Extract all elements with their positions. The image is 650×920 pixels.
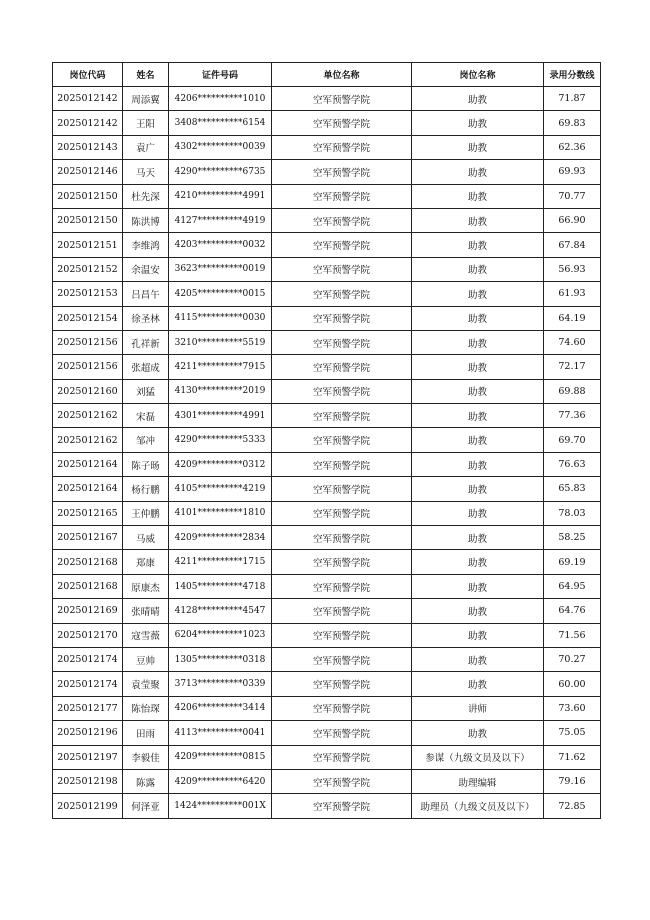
unit-name-cell: 空军预警学院 [272, 257, 412, 281]
unit-name-cell: 空军预警学院 [272, 379, 412, 403]
score-cell: 69.19 [544, 550, 601, 574]
name-cell: 刘猛 [123, 379, 169, 403]
name-cell: 周添翼 [123, 87, 169, 111]
id-number-cell: 4130**********2019 [169, 379, 272, 403]
post-name-cell: 助教 [412, 330, 544, 354]
header-name: 姓名 [123, 63, 169, 87]
table-row [53, 282, 601, 306]
unit-name-cell: 空军预警学院 [272, 404, 412, 428]
name-cell: 陈子旸 [123, 452, 169, 476]
score-cell: 72.17 [544, 355, 601, 379]
post-name-cell: 参谋（九级文员及以下） [412, 745, 544, 769]
post-code-cell: 2025012164 [53, 477, 123, 501]
id-number-cell: 4211**********7915 [169, 355, 272, 379]
unit-name-cell: 空军预警学院 [272, 745, 412, 769]
score-cell: 71.87 [544, 87, 601, 111]
id-number-cell: 4127**********4919 [169, 208, 272, 232]
name-cell: 孔祥新 [123, 330, 169, 354]
table-row [53, 599, 601, 623]
id-number-cell: 4301**********4991 [169, 404, 272, 428]
post-name-cell: 助教 [412, 623, 544, 647]
table-row [53, 623, 601, 647]
name-cell: 寇雪薇 [123, 623, 169, 647]
post-name-cell: 助教 [412, 306, 544, 330]
unit-name-cell: 空军预警学院 [272, 282, 412, 306]
header-unit-name: 单位名称 [272, 63, 412, 87]
post-name-cell: 助教 [412, 477, 544, 501]
score-cell: 69.93 [544, 160, 601, 184]
id-number-cell: 4113**********0041 [169, 721, 272, 745]
post-name-cell: 助教 [412, 550, 544, 574]
post-code-cell: 2025012162 [53, 404, 123, 428]
table-row [53, 160, 601, 184]
table-row [53, 550, 601, 574]
post-name-cell: 助教 [412, 574, 544, 598]
post-code-cell: 2025012154 [53, 306, 123, 330]
post-code-cell: 2025012165 [53, 501, 123, 525]
name-cell: 邹冲 [123, 428, 169, 452]
score-cell: 77.36 [544, 404, 601, 428]
header-id-number: 证件号码 [169, 63, 272, 87]
post-name-cell: 助教 [412, 721, 544, 745]
score-cell: 60.00 [544, 672, 601, 696]
id-number-cell: 4128**********4547 [169, 599, 272, 623]
unit-name-cell: 空军预警学院 [272, 672, 412, 696]
id-number-cell: 4205**********0015 [169, 282, 272, 306]
id-number-cell: 4209**********0312 [169, 452, 272, 476]
name-cell: 余温安 [123, 257, 169, 281]
unit-name-cell: 空军预警学院 [272, 184, 412, 208]
id-number-cell: 4209**********0815 [169, 745, 272, 769]
post-code-cell: 2025012168 [53, 550, 123, 574]
post-name-cell: 助教 [412, 160, 544, 184]
post-name-cell: 助教 [412, 111, 544, 135]
score-cell: 71.56 [544, 623, 601, 647]
unit-name-cell: 空军预警学院 [272, 306, 412, 330]
id-number-cell: 4290**********6735 [169, 160, 272, 184]
name-cell: 郑康 [123, 550, 169, 574]
id-number-cell: 3408**********6154 [169, 111, 272, 135]
score-cell: 64.19 [544, 306, 601, 330]
id-number-cell: 4211**********1715 [169, 550, 272, 574]
id-number-cell: 1424**********001X [169, 794, 272, 818]
table-row [53, 355, 601, 379]
name-cell: 陈洪博 [123, 208, 169, 232]
score-cell: 69.83 [544, 111, 601, 135]
id-number-cell: 6204**********1023 [169, 623, 272, 647]
id-number-cell: 4209**********2834 [169, 526, 272, 550]
score-cell: 70.27 [544, 647, 601, 671]
score-cell: 76.63 [544, 452, 601, 476]
score-cell: 61.93 [544, 282, 601, 306]
post-code-cell: 2025012170 [53, 623, 123, 647]
table-header-row [53, 63, 601, 87]
score-cell: 70.77 [544, 184, 601, 208]
score-cell: 75.05 [544, 721, 601, 745]
name-cell: 宋磊 [123, 404, 169, 428]
post-code-cell: 2025012156 [53, 330, 123, 354]
score-cell: 58.25 [544, 526, 601, 550]
id-number-cell: 1405**********4718 [169, 574, 272, 598]
name-cell: 马天 [123, 160, 169, 184]
post-code-cell: 2025012197 [53, 745, 123, 769]
post-code-cell: 2025012150 [53, 208, 123, 232]
unit-name-cell: 空军预警学院 [272, 208, 412, 232]
post-name-cell: 助教 [412, 647, 544, 671]
id-number-cell: 4105**********4219 [169, 477, 272, 501]
post-code-cell: 2025012168 [53, 574, 123, 598]
name-cell: 王仲鹏 [123, 501, 169, 525]
score-cell: 62.36 [544, 135, 601, 159]
post-name-cell: 助教 [412, 672, 544, 696]
unit-name-cell: 空军预警学院 [272, 87, 412, 111]
id-number-cell: 3210**********5519 [169, 330, 272, 354]
post-name-cell: 助教 [412, 404, 544, 428]
id-number-cell: 3713**********0339 [169, 672, 272, 696]
id-number-cell: 4115**********0030 [169, 306, 272, 330]
header-post-name: 岗位名称 [412, 63, 544, 87]
post-code-cell: 2025012167 [53, 526, 123, 550]
post-code-cell: 2025012142 [53, 111, 123, 135]
score-cell: 71.62 [544, 745, 601, 769]
post-code-cell: 2025012196 [53, 721, 123, 745]
name-cell: 袁莹聚 [123, 672, 169, 696]
header-score-line: 录用分数线 [544, 63, 601, 87]
unit-name-cell: 空军预警学院 [272, 647, 412, 671]
unit-name-cell: 空军预警学院 [272, 330, 412, 354]
id-number-cell: 4290**********5333 [169, 428, 272, 452]
name-cell: 王阳 [123, 111, 169, 135]
id-number-cell: 4203**********0032 [169, 233, 272, 257]
unit-name-cell: 空军预警学院 [272, 696, 412, 720]
id-number-cell: 1305**********0318 [169, 647, 272, 671]
post-name-cell: 助教 [412, 428, 544, 452]
id-number-cell: 4209**********6420 [169, 769, 272, 793]
post-code-cell: 2025012156 [53, 355, 123, 379]
name-cell: 杜先深 [123, 184, 169, 208]
score-cell: 67.84 [544, 233, 601, 257]
name-cell: 吕昌午 [123, 282, 169, 306]
table-row [53, 208, 601, 232]
unit-name-cell: 空军预警学院 [272, 160, 412, 184]
id-number-cell: 3623**********0019 [169, 257, 272, 281]
post-name-cell: 助教 [412, 526, 544, 550]
score-cell: 73.60 [544, 696, 601, 720]
name-cell: 陈露 [123, 769, 169, 793]
post-code-cell: 2025012151 [53, 233, 123, 257]
post-code-cell: 2025012152 [53, 257, 123, 281]
post-name-cell: 助理编辑 [412, 769, 544, 793]
unit-name-cell: 空军预警学院 [272, 574, 412, 598]
post-name-cell: 助教 [412, 282, 544, 306]
table-row [53, 404, 601, 428]
name-cell: 田雨 [123, 721, 169, 745]
table-row [53, 647, 601, 671]
score-cell: 69.70 [544, 428, 601, 452]
table-row [53, 184, 601, 208]
score-cell: 65.83 [544, 477, 601, 501]
name-cell: 何泽亚 [123, 794, 169, 818]
unit-name-cell: 空军预警学院 [272, 477, 412, 501]
unit-name-cell: 空军预警学院 [272, 526, 412, 550]
id-number-cell: 4206**********3414 [169, 696, 272, 720]
admission-score-table [52, 62, 601, 819]
score-cell: 72.85 [544, 794, 601, 818]
unit-name-cell: 空军预警学院 [272, 501, 412, 525]
post-code-cell: 2025012164 [53, 452, 123, 476]
name-cell: 李维鸿 [123, 233, 169, 257]
table-row [53, 452, 601, 476]
post-code-cell: 2025012177 [53, 696, 123, 720]
table-row [53, 111, 601, 135]
table-row [53, 306, 601, 330]
post-code-cell: 2025012199 [53, 794, 123, 818]
table-row [53, 330, 601, 354]
table-row [53, 428, 601, 452]
post-code-cell: 2025012160 [53, 379, 123, 403]
post-code-cell: 2025012143 [53, 135, 123, 159]
post-name-cell: 助教 [412, 87, 544, 111]
name-cell: 原康杰 [123, 574, 169, 598]
name-cell: 豆帅 [123, 647, 169, 671]
post-name-cell: 助教 [412, 599, 544, 623]
table-row [53, 257, 601, 281]
name-cell: 陈怡琛 [123, 696, 169, 720]
post-code-cell: 2025012169 [53, 599, 123, 623]
table-row [53, 745, 601, 769]
id-number-cell: 4206**********1010 [169, 87, 272, 111]
name-cell: 张晴晴 [123, 599, 169, 623]
post-code-cell: 2025012174 [53, 672, 123, 696]
post-name-cell: 助教 [412, 233, 544, 257]
unit-name-cell: 空军预警学院 [272, 452, 412, 476]
score-cell: 64.76 [544, 599, 601, 623]
post-name-cell: 助教 [412, 501, 544, 525]
table-row [53, 379, 601, 403]
table-row [53, 501, 601, 525]
post-name-cell: 助教 [412, 379, 544, 403]
score-cell: 74.60 [544, 330, 601, 354]
unit-name-cell: 空军预警学院 [272, 721, 412, 745]
post-code-cell: 2025012153 [53, 282, 123, 306]
score-cell: 69.88 [544, 379, 601, 403]
post-name-cell: 助教 [412, 355, 544, 379]
id-number-cell: 4302**********0039 [169, 135, 272, 159]
table-row [53, 526, 601, 550]
post-name-cell: 助教 [412, 135, 544, 159]
score-cell: 66.90 [544, 208, 601, 232]
name-cell: 张超成 [123, 355, 169, 379]
post-code-cell: 2025012142 [53, 87, 123, 111]
table-row [53, 769, 601, 793]
score-cell: 78.03 [544, 501, 601, 525]
post-name-cell: 助教 [412, 184, 544, 208]
table-row [53, 574, 601, 598]
table-row [53, 87, 601, 111]
post-name-cell: 助教 [412, 452, 544, 476]
unit-name-cell: 空军预警学院 [272, 355, 412, 379]
post-name-cell: 助理员（九级文员及以下） [412, 794, 544, 818]
unit-name-cell: 空军预警学院 [272, 233, 412, 257]
post-code-cell: 2025012174 [53, 647, 123, 671]
unit-name-cell: 空军预警学院 [272, 428, 412, 452]
name-cell: 马威 [123, 526, 169, 550]
unit-name-cell: 空军预警学院 [272, 111, 412, 135]
score-cell: 56.93 [544, 257, 601, 281]
table-row [53, 233, 601, 257]
post-code-cell: 2025012150 [53, 184, 123, 208]
post-code-cell: 2025012146 [53, 160, 123, 184]
score-cell: 79.16 [544, 769, 601, 793]
unit-name-cell: 空军预警学院 [272, 623, 412, 647]
post-code-cell: 2025012162 [53, 428, 123, 452]
table-body [53, 87, 601, 819]
table-row [53, 672, 601, 696]
id-number-cell: 4101**********1810 [169, 501, 272, 525]
unit-name-cell: 空军预警学院 [272, 794, 412, 818]
unit-name-cell: 空军预警学院 [272, 550, 412, 574]
unit-name-cell: 空军预警学院 [272, 135, 412, 159]
post-name-cell: 讲师 [412, 696, 544, 720]
table-row [53, 135, 601, 159]
table-row [53, 794, 601, 818]
unit-name-cell: 空军预警学院 [272, 599, 412, 623]
name-cell: 袁广 [123, 135, 169, 159]
unit-name-cell: 空军预警学院 [272, 769, 412, 793]
post-name-cell: 助教 [412, 208, 544, 232]
score-cell: 64.95 [544, 574, 601, 598]
name-cell: 徐圣林 [123, 306, 169, 330]
post-code-cell: 2025012198 [53, 769, 123, 793]
id-number-cell: 4210**********4991 [169, 184, 272, 208]
table-row [53, 721, 601, 745]
post-name-cell: 助教 [412, 257, 544, 281]
table-row [53, 477, 601, 501]
table-row [53, 696, 601, 720]
name-cell: 李毅佳 [123, 745, 169, 769]
header-post-code: 岗位代码 [53, 63, 123, 87]
name-cell: 杨行鹏 [123, 477, 169, 501]
